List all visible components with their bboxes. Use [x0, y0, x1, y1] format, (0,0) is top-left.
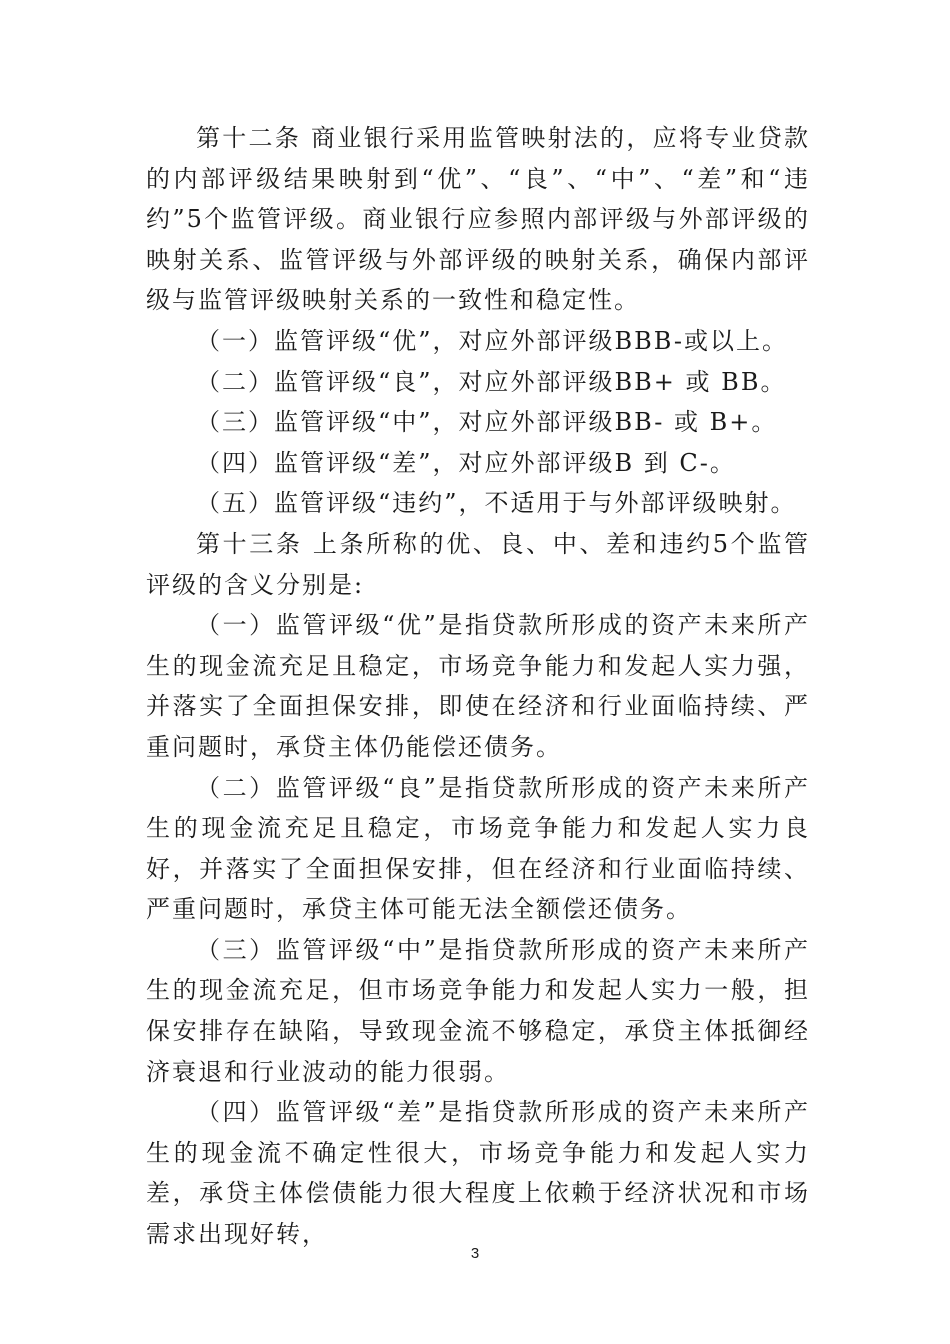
article-13-item-2: （二）监管评级“良”是指贷款所形成的资产未来所产生的现金流充足且稳定，市场竞争能力和发起人实力良好，并落实了全面担保安排，但在经济和行业面临持续、严重问题时，承贷主体可能无法全额偿还债务。 — [146, 773, 810, 924]
article-13-item-4: （四）监管评级“差”是指贷款所形成的资产未来所产生的现金流不确定性很大，市场竞争能力和发起人实力差，承贷主体偿债能力很大程度上依赖于经济状况和市场需求出现好转， — [146, 1098, 810, 1249]
article-13-item-1: （一）监管评级“优”是指贷款所形成的资产未来所产生的现金流充足且稳定，市场竞争能力和发起人实力强，并落实了全面担保安排，即使在经济和行业面临持续、严重问题时，承贷主体仍能偿还债务。 — [146, 611, 810, 761]
article-12-item-3: （三）监管评级“中”，对应外部评级BB- 或 B+。 — [196, 408, 778, 437]
page-number: 3 — [470, 1245, 480, 1262]
article-13-paragraph: 第十三条 上条所称的优、良、中、差和违约5个监管评级的含义分别是: — [146, 529, 810, 599]
article-12-item-1: （一）监管评级“优”，对应外部评级BBB-或以上。 — [196, 326, 789, 355]
article-12-paragraph: 第十二条 商业银行采用监管映射法的，应将专业贷款的内部评级结果映射到“优”、“良”、“中”、“差”和“违约”5个监管评级。商业银行应参照内部评级与外部评级的映射关系、监管评级与外部评级的映射关系，确保内部评级与监管评级映射关系的一致性和稳定性。 — [146, 124, 810, 315]
article-12-item-5: （五）监管评级“违约”，不适用于与外部评级映射。 — [196, 489, 797, 518]
article-12-item-4: （四）监管评级“差”，对应外部评级B 到 C-。 — [196, 448, 736, 477]
document-body — [146, 118, 810, 1255]
article-13-item-3: （三）监管评级“中”是指贷款所形成的资产未来所产生的现金流充足，但市场竞争能力和发起人实力一般，担保安排存在缺陷，导致现金流不够稳定，承贷主体抵御经济衰退和行业波动的能力很弱。 — [146, 935, 810, 1086]
article-12-item-2: （二）监管评级“良”，对应外部评级BB+ 或 BB。 — [196, 367, 787, 396]
